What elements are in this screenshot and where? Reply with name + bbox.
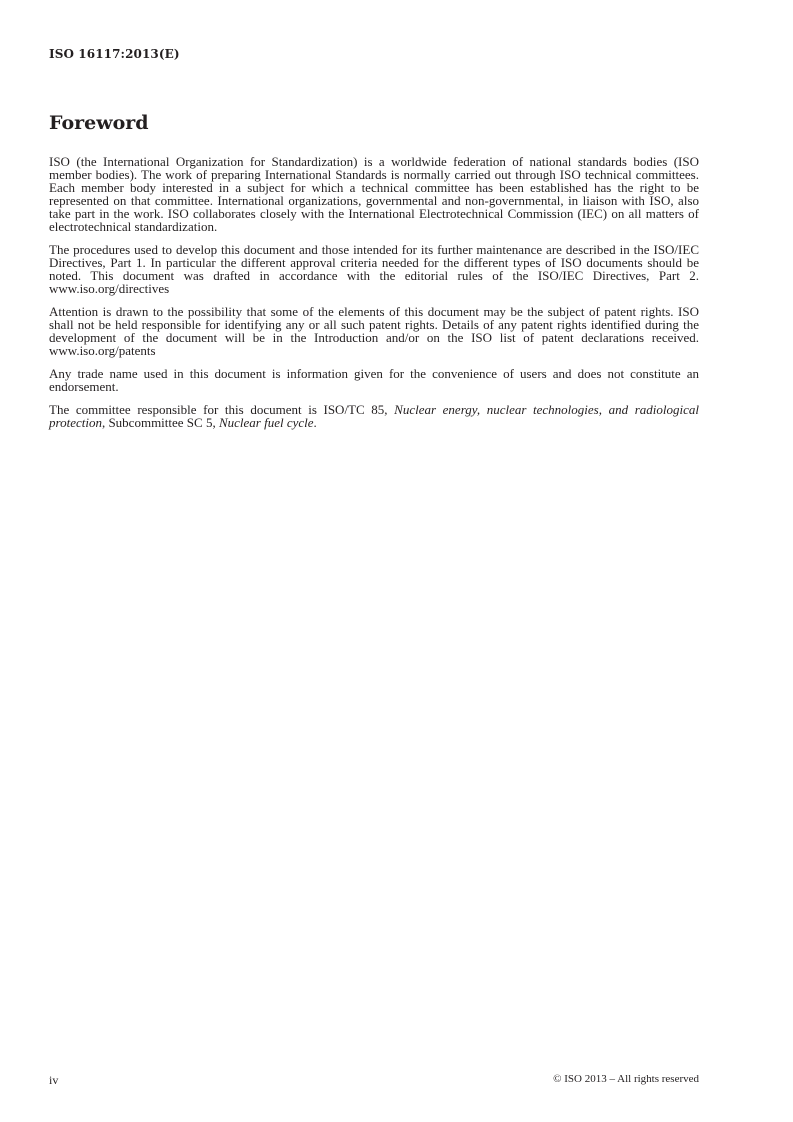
foreword-paragraph-procedures: The procedures used to develop this document and those intended for its further maintenance are described in the ISO/IEC Directives, Part 1. In particular the different approval criteria needed for the different types of ISO documents should be noted. This document was drafted in accordance with the editorial rules of the ISO/IEC Directives, Part 2. www.iso.org/directives xyxy=(49,242,699,296)
foreword-paragraph-committee xyxy=(49,403,699,429)
committee-sc-title: Nuclear fuel cycle xyxy=(218,415,314,430)
committee-mid-text: , Subcommittee SC 5, xyxy=(101,415,219,430)
foreword-body xyxy=(49,155,699,439)
committee-intro-text: The committee responsible for this document is ISO/TC 85, xyxy=(49,402,395,417)
document-id-header: ISO 16117:2013(E) xyxy=(49,47,180,61)
committee-tc-title: Nuclear energy, nuclear technologies, and radiological protection xyxy=(49,402,699,430)
foreword-paragraph-iso-overview: ISO (the International Organization for Standardization) is a worldwide federation of national standards bodies (ISO member bodies). The work of preparing International Standards is normally carried out through ISO technical committees. Each member body interested in a subject for which a technical committee has been established has the right to be represented on that committee. International organizations, governmental and non-governmental, in liaison with ISO, also take part in the work. ISO collaborates closely with the International Electrotechnical Commission (IEC) on all matters of electrotechnical standardization. xyxy=(49,154,699,234)
copyright-notice: © ISO 2013 – All rights reserved xyxy=(553,1073,699,1085)
foreword-paragraph-patents: Attention is drawn to the possibility that some of the elements of this document may be the subject of patent rights. ISO shall not be held responsible for identifying any or all such patent rights. Details of any patent rights identified during the development of the document will be in the Introduction and/or on the ISO list of patent declarations received. www.iso.org/patents xyxy=(49,304,699,358)
committee-end-text: . xyxy=(313,415,317,430)
foreword-title: Foreword xyxy=(49,112,149,134)
foreword-paragraph-trade-name: Any trade name used in this document is information given for the convenience of users and does not constitute an endorsement. xyxy=(49,366,699,394)
page-number: iv xyxy=(49,1073,59,1087)
